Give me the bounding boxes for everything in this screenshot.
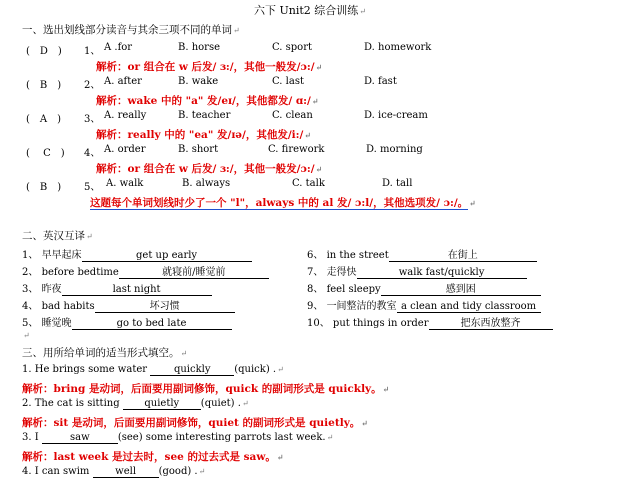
translation-item: 6、 in the street 在街上 xyxy=(307,246,537,262)
answer-paren: ( A ) xyxy=(26,114,62,125)
option-b: B. short xyxy=(178,144,219,155)
empty-paragraph: ↵ xyxy=(23,331,30,340)
option-c: C. firework xyxy=(268,144,325,155)
answer-paren: ( D ) xyxy=(26,46,62,57)
answer-blank: quietly xyxy=(123,398,201,410)
answer-blank: get up early xyxy=(82,250,252,262)
option-b: B. wake xyxy=(178,76,219,87)
translation-item: 2、 before bedtime 就寝前/睡觉前 xyxy=(22,263,269,279)
section3-heading: 三、用所给单词的适当形式填空。↵ xyxy=(22,347,188,359)
fill-item: 4. I can swim well (good) .↵ xyxy=(22,466,206,477)
question-number: 2、 xyxy=(84,80,101,91)
answer-blank: go to bed late xyxy=(72,318,232,330)
answer-blank: well xyxy=(93,466,159,478)
answer-blank: last night xyxy=(62,284,212,296)
question-row xyxy=(26,178,620,192)
paragraph-mark: ↵ xyxy=(359,7,366,16)
analysis-text: 解析：bring 是动词，后面要用副词修饰，quick 的副词形式是 quickly。↵ xyxy=(22,383,390,395)
analysis-text: 解析：last week 是过去时，see 的过去式是 saw。↵ xyxy=(22,451,284,463)
option-b: B. teacher xyxy=(178,110,231,121)
section2-heading: 二、英汉互译↵ xyxy=(22,230,93,242)
answer-blank: quickly xyxy=(150,364,234,376)
question-row xyxy=(26,76,620,90)
option-a: A. really xyxy=(104,110,147,121)
option-b: B. horse xyxy=(178,42,220,53)
translation-item: 5、 睡觉晚 go to bed late xyxy=(22,314,232,330)
analysis-text: 解析：really 中的 "ea" 发/ɪə/，其他发/i:/↵ xyxy=(96,129,312,141)
option-c: C. sport xyxy=(272,42,313,53)
question-row xyxy=(26,144,620,158)
translation-item: 9、 一间整洁的教室 a clean and tidy classroom xyxy=(307,297,541,313)
fill-item: 1. He brings some water quickly (quick) .↵ xyxy=(22,364,284,375)
option-b: B. always xyxy=(182,178,231,189)
answer-paren: ( B ) xyxy=(26,80,62,91)
section1-heading: 一、选出划线部分读音与其余三项不同的单词↵ xyxy=(22,24,240,36)
fill-item: 3. I saw (see) some interesting parrots last week.↵ xyxy=(22,432,334,443)
option-c: C. last xyxy=(272,76,304,87)
fill-item: 2. The cat is sitting quietly (quiet) .↵ xyxy=(22,398,249,409)
translation-item: 4、 bad habits 坏习惯 xyxy=(22,297,235,313)
analysis-text: 解析：sit 是动词，后面要用副词修饰，quiet 的副词形式是 quietly。↵ xyxy=(22,417,368,429)
translation-item: 7、 走得快 walk fast/quickly xyxy=(307,263,527,279)
answer-blank: 感到困 xyxy=(381,280,541,296)
option-c: C. talk xyxy=(292,178,325,189)
option-a: A .for xyxy=(104,42,133,53)
answer-blank: saw xyxy=(42,432,118,444)
page-title: 六下 Unit2 综合训练↵ xyxy=(254,4,366,17)
option-d: D. tall xyxy=(382,178,413,189)
analysis-text: 解析：or 组合在 w 后发/ ɜ:/，其他一般发/ɔ:/↵ xyxy=(96,61,323,73)
option-d: D. morning xyxy=(366,144,423,155)
analysis-text: 解析：wake 中的 "a" 发/eɪ/，其他都发/ ɑ:/↵ xyxy=(96,95,319,107)
analysis-text: 解析：or 组合在 w 后发/ ɜ:/，其他一般发/ɔ:/↵ xyxy=(96,163,323,175)
option-a: A. walk xyxy=(106,178,144,189)
answer-blank: 把东西放整齐 xyxy=(429,314,553,330)
question-number: 4、 xyxy=(84,148,101,159)
answer-blank: a clean and tidy classroom xyxy=(397,301,541,313)
option-c: C. clean xyxy=(272,110,313,121)
analysis-text: 这题每个单词划线时少了一个 "l"，always 中的 al 发/ ɔ:l/，其他选项发/ ɔ:/。↵ xyxy=(90,197,476,209)
question-row xyxy=(26,42,620,56)
answer-blank: 坏习惯 xyxy=(95,297,235,313)
translation-item: 1、 早早起床 get up early xyxy=(22,246,252,262)
translation-item: 10、 put things in order 把东西放整齐 xyxy=(307,314,553,330)
translation-item: 8、 feel sleepy 感到困 xyxy=(307,280,541,296)
option-d: D. homework xyxy=(364,42,432,53)
question-row xyxy=(26,110,620,124)
answer-paren: ( B ) xyxy=(26,182,62,193)
question-number: 1、 xyxy=(84,46,101,57)
option-a: A. after xyxy=(104,76,142,87)
answer-blank: 就寝前/睡觉前 xyxy=(119,263,269,279)
option-a: A. order xyxy=(104,144,146,155)
translation-item: 3、 昨夜 last night xyxy=(22,280,212,296)
answer-blank: walk fast/quickly xyxy=(357,267,527,279)
question-number: 3、 xyxy=(84,114,101,125)
answer-blank: 在街上 xyxy=(389,246,537,262)
option-d: D. fast xyxy=(364,76,397,87)
question-number: 5、 xyxy=(84,182,101,193)
option-d: D. ice-cream xyxy=(364,110,428,121)
answer-paren: ( C ) xyxy=(26,148,65,159)
